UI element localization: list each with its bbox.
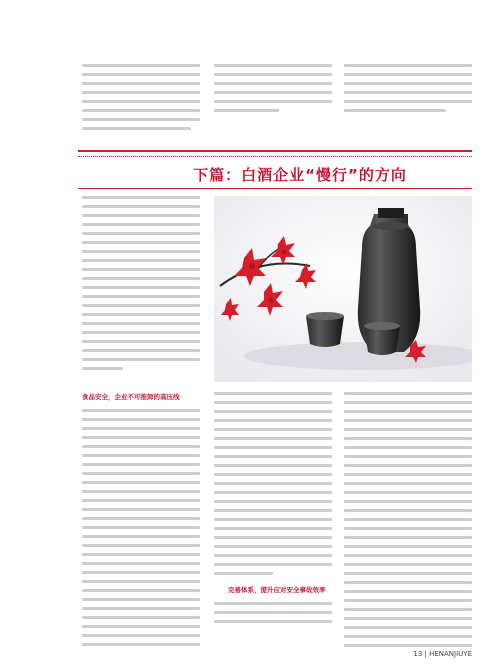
sake-bottle-and-cups-with-red-flowers-icon	[214, 196, 472, 382]
subhead-response-system: 完善体系，提升应对安全事故效率	[228, 586, 326, 594]
subhead-food-safety: 食品安全，企业不可推卸的高压线	[82, 393, 180, 401]
article-title: 下篇：白酒企业“慢行”的方向	[193, 166, 407, 184]
rule-under-title	[78, 188, 472, 189]
column-bottom-1	[82, 392, 200, 652]
rule-top	[78, 150, 472, 152]
column-bottom-2	[214, 392, 332, 629]
column-bottom-3	[344, 392, 472, 653]
sake-set-photo	[214, 196, 472, 382]
rule-dotted	[78, 156, 472, 157]
column-top-2	[214, 64, 332, 118]
column-top-3	[344, 64, 472, 118]
column-top-1	[82, 64, 200, 136]
page-folio: 13 | HENANJIUYE	[413, 650, 472, 658]
intro-column	[82, 196, 200, 376]
